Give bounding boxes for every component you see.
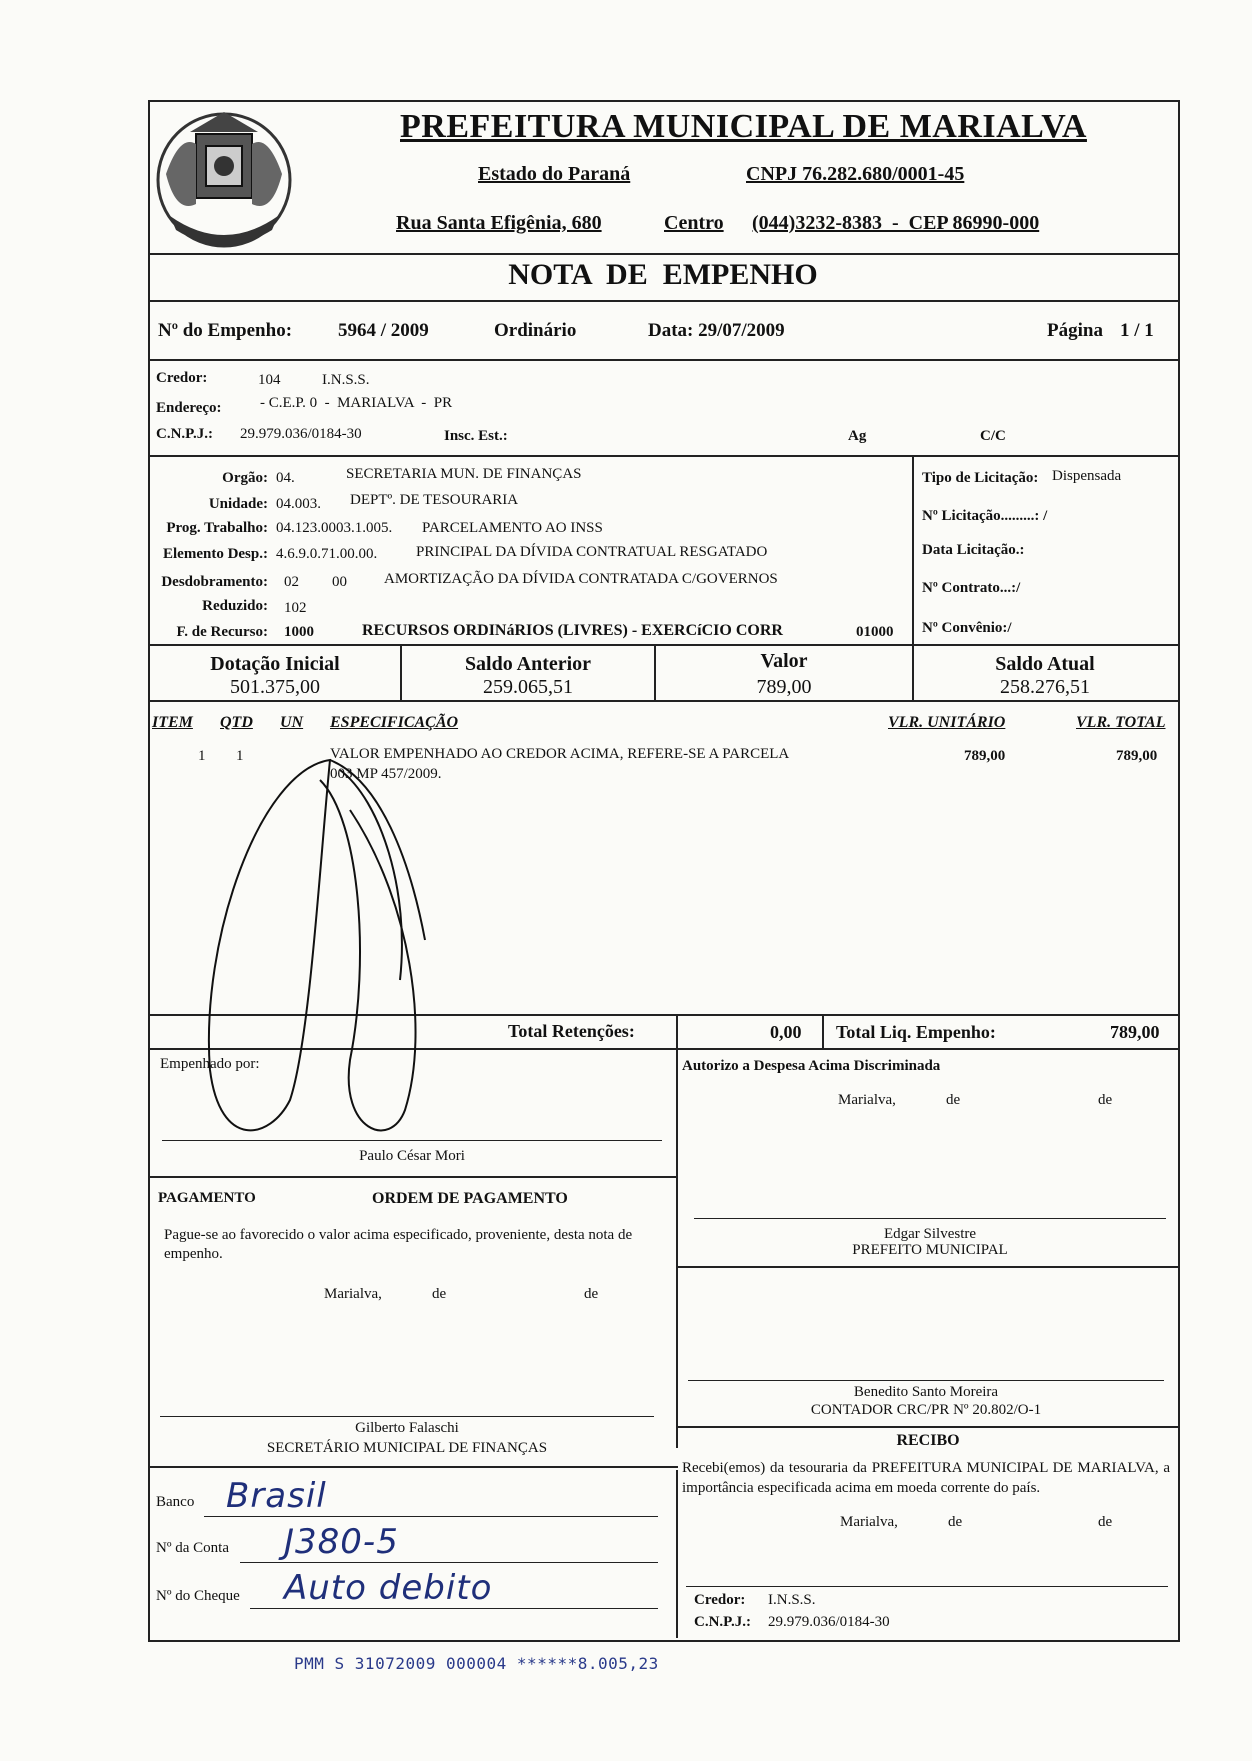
autorizo-de-2: de	[1098, 1092, 1113, 1108]
credor-label: Credor:	[156, 370, 208, 386]
header-address: Rua Santa Efigênia, 680	[396, 212, 602, 234]
credor-code: 104	[258, 372, 281, 388]
total-retencoes-value: 0,00	[770, 1022, 802, 1042]
credor-cnpj-label: C.N.P.J.:	[156, 426, 213, 442]
header-state: Estado do Paraná	[478, 163, 631, 185]
cheque-value: Auto debito	[284, 1568, 493, 1608]
pagamento-de-2: de	[584, 1286, 599, 1302]
banco-label: Banco	[156, 1494, 195, 1510]
unidade-label: Unidade:	[208, 496, 268, 512]
saldo-atual-value: 258.276,51	[1000, 676, 1090, 698]
recibo-text: Recebi(emos) da tesouraria da PREFEITURA MUNICIPAL DE MARIALVA, a importância especificada acima em moeda corrente do país.	[682, 1460, 1170, 1496]
fonte-label: F. de Recurso:	[176, 624, 268, 640]
pagamento-text: Pague-se ao favorecido o valor acima especificado, proveniente, desta nota de empenho.	[164, 1227, 633, 1262]
col-un: UN	[280, 714, 304, 731]
saldo-atual-label: Saldo Atual	[995, 653, 1095, 675]
col-qtd: QTD	[220, 714, 253, 731]
header-phone-cep: (044)3232-8383 - CEP 86990-000	[752, 212, 1040, 234]
secretario-role: SECRETÁRIO MUNICIPAL DE FINANÇAS	[266, 1440, 548, 1456]
cc-label: C/C	[980, 428, 1006, 444]
dotacao-inicial-value: 501.375,00	[230, 676, 320, 698]
autorizo-de-1: de	[946, 1092, 961, 1108]
empenhado-por-name: Paulo César Mori	[359, 1148, 465, 1164]
page-label: Página	[1047, 320, 1103, 341]
saldo-anterior-label: Saldo Anterior	[464, 653, 592, 675]
secretario-name: Gilberto Falaschi	[355, 1420, 459, 1436]
pagamento-label: PAGAMENTO	[158, 1190, 256, 1206]
cheque-label: Nº do Cheque	[156, 1588, 240, 1604]
elem-code: 4.6.9.0.71.00.00.	[276, 546, 378, 562]
endereco-label: Endereço:	[156, 400, 222, 416]
unidade-desc: DEPTº. DE TESOURARIA	[350, 492, 519, 508]
num-contrato-label: Nº Contrato...:/	[922, 580, 1021, 596]
item-espec-line-1: VALOR EMPENHADO AO CREDOR ACIMA, REFERE-SE A PARCELA	[330, 746, 790, 762]
ordem-pagamento-label: ORDEM DE PAGAMENTO	[372, 1190, 568, 1207]
item-qtd: 1	[236, 748, 244, 764]
recibo-title: RECIBO	[896, 1432, 960, 1449]
elem-label: Elemento Desp.:	[163, 546, 268, 562]
item-number: 1	[198, 748, 206, 764]
document-title: NOTA DE EMPENHO	[508, 258, 818, 291]
data-licitacao-label: Data Licitação.:	[922, 542, 1025, 558]
page-value: 1 / 1	[1120, 320, 1154, 341]
prog-code: 04.123.0003.1.005.	[276, 520, 393, 536]
desd-label: Desdobramento:	[161, 574, 268, 590]
empenho-type: Ordinário	[494, 320, 577, 341]
ag-label: Ag	[848, 428, 867, 444]
valor-value: 789,00	[756, 676, 812, 698]
conta-value: J380-5	[284, 1522, 399, 1562]
empenhado-por-label: Empenhado por:	[160, 1056, 260, 1072]
empenho-date: Data: 29/07/2009	[648, 320, 785, 341]
header-cnpj: CNPJ 76.282.680/0001-45	[746, 163, 965, 185]
col-item: ITEM	[152, 714, 193, 731]
item-espec-line-2: 003 MP 457/2009.	[330, 766, 442, 782]
fonte-code-2: 01000	[856, 624, 894, 640]
col-vlr-total: VLR. TOTAL	[1076, 714, 1166, 731]
col-vlr-unitario: VLR. UNITÁRIO	[888, 714, 1006, 731]
total-retencoes-label: Total Retenções:	[508, 1021, 635, 1041]
fonte-desc: RECURSOS ORDINáRIOS (LIVRES) - EXERCíCIO CORR	[362, 622, 783, 639]
desd-code-1: 02	[284, 574, 299, 590]
recibo-city: Marialva,	[840, 1514, 898, 1530]
empenho-number-label: Nº do Empenho:	[158, 320, 293, 341]
pagamento-city: Marialva,	[324, 1286, 382, 1302]
tipo-licitacao-label: Tipo de Licitação:	[922, 470, 1039, 486]
prog-desc: PARCELAMENTO AO INSS	[422, 520, 603, 536]
recibo-de-1: de	[948, 1514, 963, 1530]
desd-code-2: 00	[332, 574, 347, 590]
recibo-credor-value: I.N.S.S.	[768, 1592, 816, 1608]
total-liquido-label: Total Liq. Empenho:	[836, 1022, 996, 1042]
autorizo-city: Marialva,	[838, 1092, 896, 1108]
unidade-code: 04.003.	[276, 496, 321, 512]
prefeito-role: PREFEITO MUNICIPAL	[852, 1242, 1008, 1258]
banco-value: Brasil	[226, 1476, 327, 1516]
prog-label: Prog. Trabalho:	[166, 520, 268, 536]
recibo-cnpj-label: C.N.P.J.:	[694, 1614, 751, 1630]
fonte-code: 1000	[284, 624, 314, 640]
recibo-cnpj-value: 29.979.036/0184-30	[768, 1614, 890, 1630]
credor-name: I.N.S.S.	[322, 372, 370, 388]
reduzido-value: 102	[284, 600, 307, 616]
dotacao-inicial-label: Dotação Inicial	[210, 653, 340, 675]
header-title: PREFEITURA MUNICIPAL DE MARIALVA	[400, 108, 1087, 145]
prefeito-name: Edgar Silvestre	[883, 1226, 977, 1242]
footer-stamp: PMM S 31072009 000004 ******8.005,23	[294, 1654, 659, 1673]
endereco-value: - C.E.P. 0 - MARIALVA - PR	[260, 395, 453, 411]
item-vlr-total: 789,00	[1116, 748, 1158, 764]
elem-desc: PRINCIPAL DA DÍVIDA CONTRATUAL RESGATADO	[416, 544, 768, 560]
desd-desc: AMORTIZAÇÃO DA DÍVIDA CONTRATADA C/GOVERNOS	[384, 571, 778, 587]
header-district: Centro	[664, 212, 724, 234]
col-especificacao: ESPECIFICAÇÃO	[330, 714, 459, 731]
num-licitacao-label: Nº Licitação.........: /	[922, 508, 1048, 524]
autorizo-label: Autorizo a Despesa Acima Discriminada	[682, 1058, 941, 1074]
recibo-de-2: de	[1098, 1514, 1113, 1530]
valor-label: Valor	[760, 650, 808, 672]
orgao-code: 04.	[276, 470, 295, 486]
num-convenio-label: Nº Convênio:/	[922, 620, 1012, 636]
contador-name: Benedito Santo Moreira	[853, 1384, 999, 1400]
contador-role: CONTADOR CRC/PR Nº 20.802/O-1	[810, 1402, 1042, 1418]
saldo-anterior-value: 259.065,51	[483, 676, 573, 698]
tipo-licitacao-value: Dispensada	[1052, 468, 1122, 484]
coat-of-arms-icon	[150, 104, 298, 254]
insc-est-label: Insc. Est.:	[444, 428, 508, 444]
orgao-desc: SECRETARIA MUN. DE FINANÇAS	[346, 466, 582, 482]
conta-label: Nº da Conta	[156, 1540, 229, 1556]
total-liquido-value: 789,00	[1110, 1022, 1160, 1042]
orgao-label: Orgão:	[222, 470, 268, 486]
handwritten-signature-icon	[180, 740, 480, 1160]
pagamento-de-1: de	[432, 1286, 447, 1302]
item-vlr-unitario: 789,00	[964, 748, 1006, 764]
recibo-credor-label: Credor:	[694, 1592, 746, 1608]
empenho-number-value: 5964 / 2009	[338, 320, 429, 341]
credor-cnpj-value: 29.979.036/0184-30	[240, 426, 362, 442]
reduzido-label: Reduzido:	[202, 598, 268, 614]
